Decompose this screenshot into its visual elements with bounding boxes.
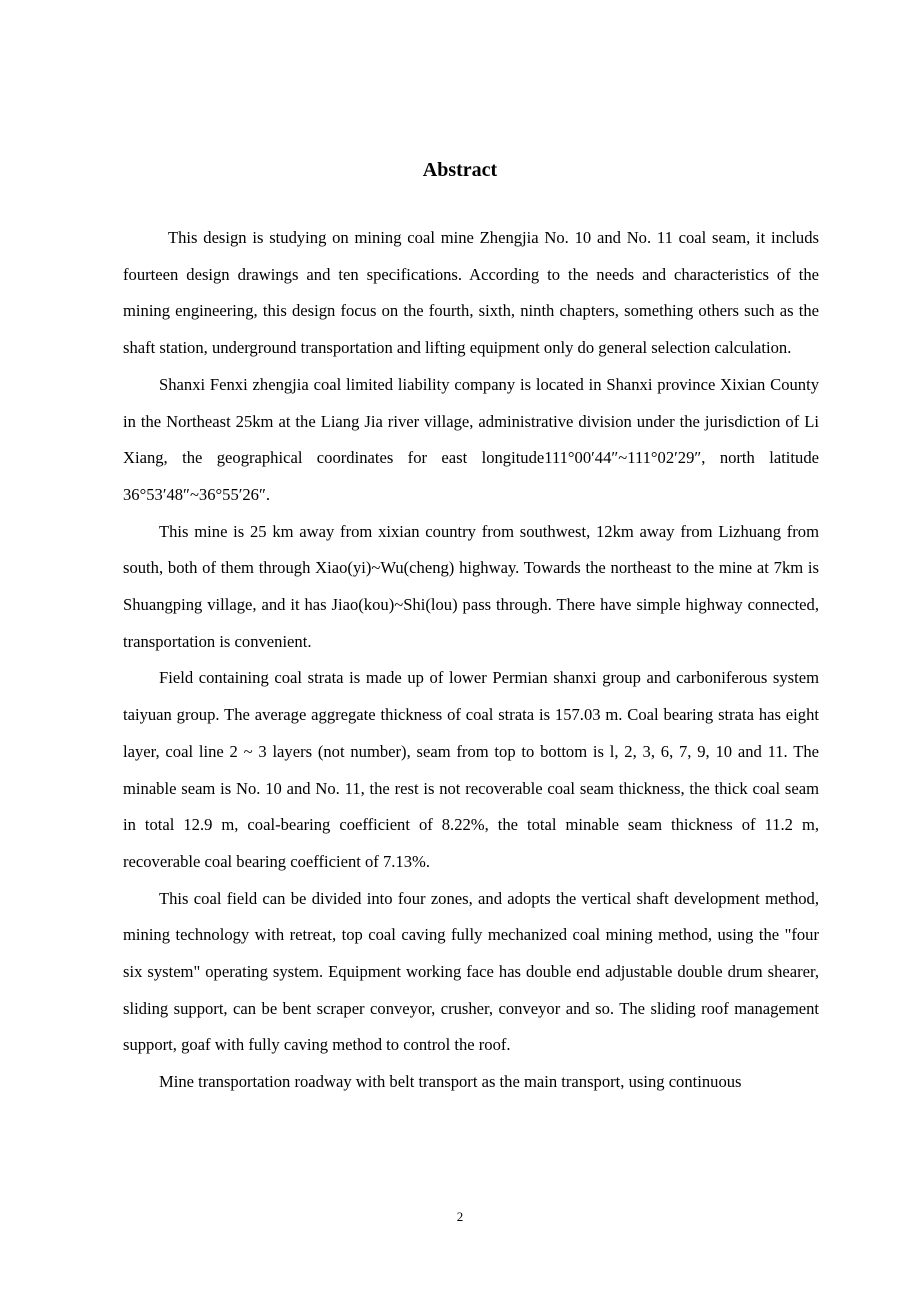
page-number: 2 <box>456 1209 464 1224</box>
abstract-paragraph-5: This coal field can be divided into four zones, and adopts the vertical shaft development method, mining technology with retreat, top coal caving fully mechanized coal mining method, using the "four six system" operating system. Equipment working face has double end adjustable double drum shearer, sliding support, can be bent scraper conveyor, crusher, conveyor and so. The sliding roof management support, goaf with fully caving method to control the roof. <box>123 888 819 1055</box>
abstract-paragraph-6: Mine transportation roadway with belt transport as the main transport, using continuous <box>159 1072 742 1092</box>
abstract-paragraph-4: Field containing coal strata is made up of lower Permian shanxi group and carboniferous system taiyuan group. The average aggregate thickness of coal strata is 157.03 m. Coal bearing strata has eight layer, coal line 2 ~ 3 layers (not number), seam from top to bottom is l, 2, 3, 6, 7, 9, 10 and 11. The minable seam is No. 10 and No. 11, the rest is not recoverable coal seam thickness, the thick coal seam in total 12.9 m, coal-bearing coefficient of 8.22%, the total minable seam thickness of 11.2 m, recoverable coal bearing coefficient of 7.13%. <box>123 668 819 871</box>
abstract-paragraph-3: This mine is 25 km away from xixian country from southwest, 12km away from Lizhuang from south, both of them through Xiao(yi)~Wu(cheng) highway. Towards the northeast to the mine at 7km is Shuangping village, and it has Jiao(kou)~Shi(lou) pass through. There have simple highway connected, transportation is convenient. <box>123 521 819 651</box>
page-title: Abstract <box>422 159 498 181</box>
abstract-paragraph-1: This design is studying on mining coal mine Zhengjia No. 10 and No. 11 coal seam, it includs fourteen design drawings and ten specifications. According to the needs and characteristics of the mining engineering, this design focus on the fourth, sixth, ninth chapters, something others such as the shaft station, underground transportation and lifting equipment only do general selection calculation. <box>123 228 819 358</box>
abstract-body <box>123 220 819 1101</box>
abstract-paragraph-2: Shanxi Fenxi zhengjia coal limited liability company is located in Shanxi province Xixian County in the Northeast 25km at the Liang Jia river village, administrative division under the jurisdiction of Li Xiang, the geographical coordinates for east longitude111°00′44″~111°02′29″, north latitude 36°53′48″~36°55′26″. <box>123 374 819 504</box>
